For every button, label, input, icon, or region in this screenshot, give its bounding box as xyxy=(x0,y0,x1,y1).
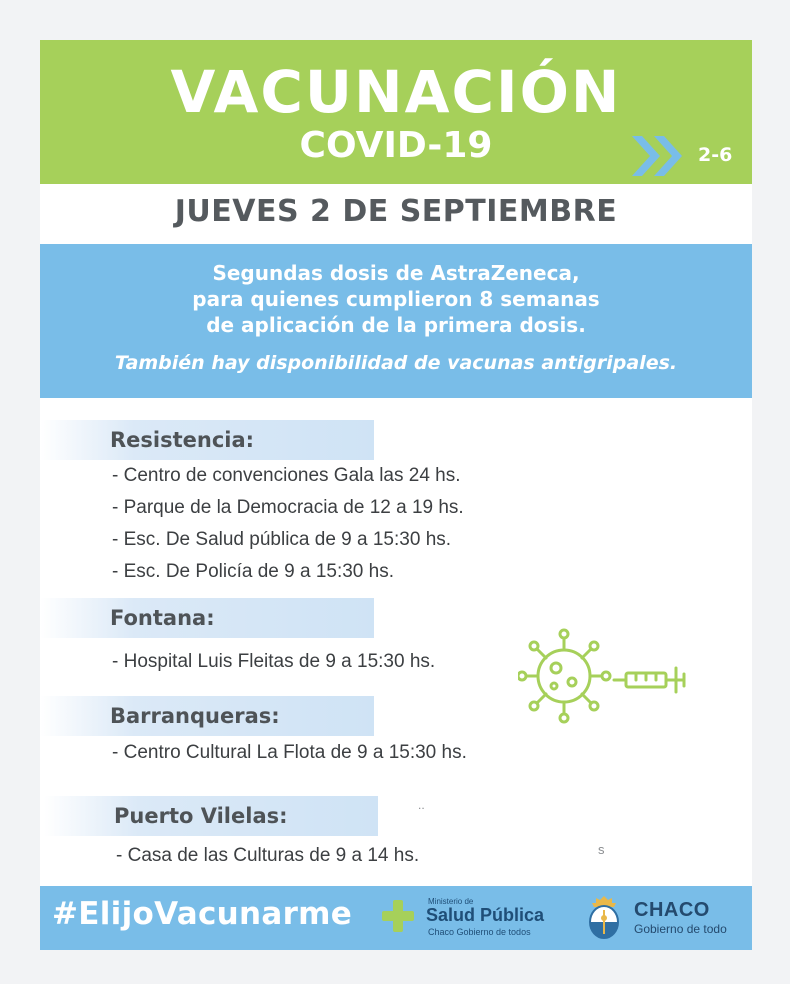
stray-mark: s xyxy=(598,842,605,857)
ministry-name: Salud Pública xyxy=(426,905,545,925)
page-subtitle: COVID-19 xyxy=(299,125,493,166)
list-item: - Centro Cultural La Flota de 9 a 15:30 hs. xyxy=(112,742,467,763)
list-item: - Parque de la Democracia de 12 a 19 hs. xyxy=(112,497,464,518)
info-note: También hay disponibilidad de vacunas antigripales. xyxy=(114,352,678,374)
info-line: de aplicación de la primera dosis. xyxy=(206,313,586,337)
plus-icon xyxy=(380,898,416,934)
list-item: - Centro de convenciones Gala las 24 hs. xyxy=(112,465,461,486)
info-line: para quienes cumplieron 8 semanas xyxy=(192,287,600,311)
footer-bar xyxy=(40,886,752,950)
date-heading: JUEVES 2 DE SEPTIEMBRE xyxy=(174,194,618,229)
coat-of-arms-icon xyxy=(586,894,622,940)
province-name: CHACO xyxy=(634,899,710,921)
section-heading-puerto-vilelas xyxy=(44,796,378,836)
page-title: VACUNACIÓN xyxy=(170,58,622,126)
list-item: - Esc. De Policía de 9 a 15:30 hs. xyxy=(112,561,394,582)
section-heading-fontana xyxy=(40,598,374,638)
section-heading-resistencia xyxy=(40,420,374,460)
ministry-tagline: Chaco Gobierno de todos xyxy=(428,927,531,937)
list-item: - Esc. De Salud pública de 9 a 15:30 hs. xyxy=(112,529,452,550)
double-chevron-icon xyxy=(632,136,692,176)
section-heading-barranqueras xyxy=(40,696,374,736)
virus-syringe-icon xyxy=(518,624,694,724)
section-heading-label: Puerto Vilelas: xyxy=(114,804,288,828)
ministry-prefix: Ministerio de xyxy=(428,897,474,906)
vaccination-flyer xyxy=(40,40,752,950)
section-heading-label: Barranqueras: xyxy=(110,704,280,728)
section-heading-label: Resistencia: xyxy=(110,428,255,452)
stray-mark: .. xyxy=(418,798,425,812)
info-line: Segundas dosis de AstraZeneca, xyxy=(212,261,580,285)
section-heading-label: Fontana: xyxy=(110,606,215,630)
province-tagline: Gobierno de todo xyxy=(634,922,727,936)
list-item: - Casa de las Culturas de 9 a 14 hs. xyxy=(116,845,420,866)
info-band xyxy=(40,244,752,398)
header-banner xyxy=(40,40,752,184)
series-number: 2-6 xyxy=(698,144,733,166)
hashtag: #ElijoVacunarme xyxy=(52,896,353,932)
list-item: - Hospital Luis Fleitas de 9 a 15:30 hs. xyxy=(112,651,436,672)
